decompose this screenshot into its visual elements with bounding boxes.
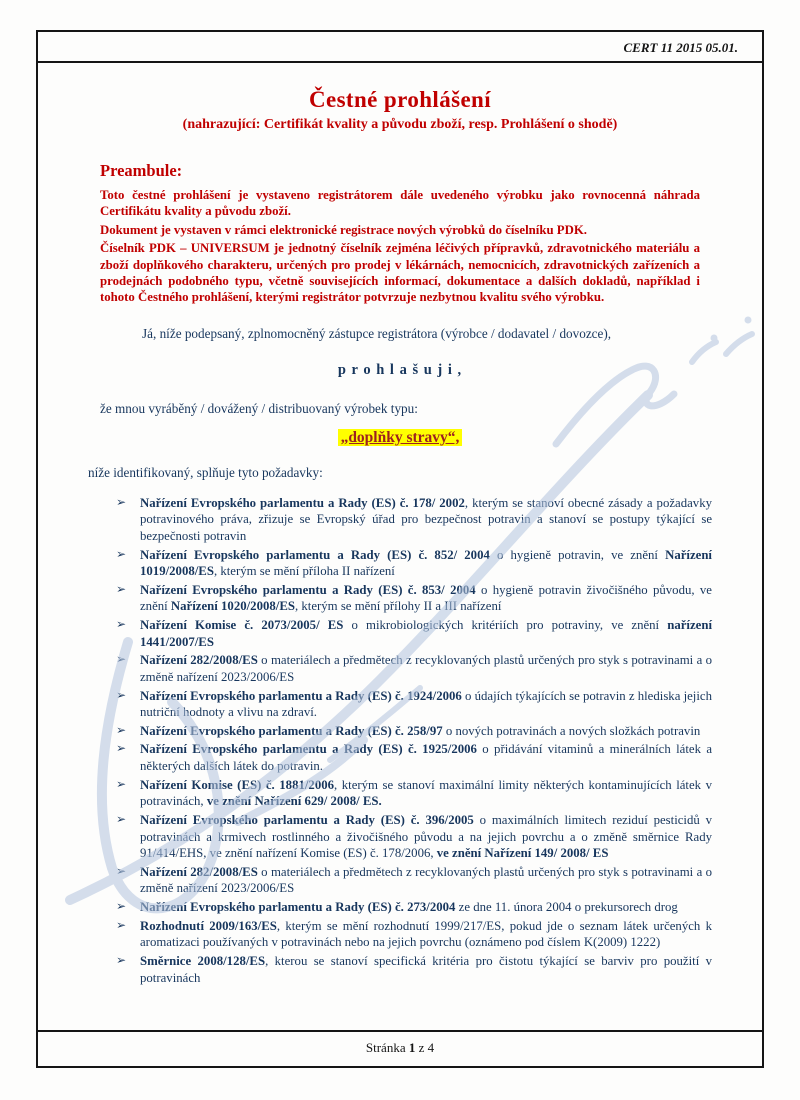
list-item-text: Nařízení Evropského parlamentu a Rady (ES) č. 396/2005 o maximálních limitech reziduí pesticidů v potravinách a krmivech rostlinného a živočišného původu a na jejich povrchu a o změně směrnice Rady 91/414/EHS, ve znění nařízení Komise (ES) č. 178/2006, ve znění Nařízení 149/ 2008/ ES (140, 812, 712, 861)
list-item-text: Nařízení Evropského parlamentu a Rady (ES) č. 1925/2006 o přidávání vitaminů a minerálních látek a některých dalších látek do potravin. (140, 742, 712, 773)
document-reference: CERT 11 2015 05.01. (623, 40, 738, 55)
preamble-paragraph: Dokument je vystaven v rámci elektronické registrace nových výrobků do číselníku PDK. (100, 222, 587, 237)
footer-divider (38, 1030, 762, 1032)
preamble-paragraph: Číselník PDK – UNIVERSUM je jednotný číselník zejména léčivých přípravků, zdravotnického materiálu a zboží doplňkového charakteru, určených pro prodej v lékárnách, nemocnicích, zdravotnických zařízeních a prodejnách podobného typu, včetně souvisejících informací, dokumentace a dalších dokladů, například i tohoto Čestného prohlášení, kterými registrátor potvrzuje nezbytnou kvalitu svého výrobku. (100, 241, 700, 305)
list-item (116, 741, 712, 774)
list-item-text: Nařízení Komise (ES) č. 1881/2006, kterým se stanoví maximální limity některých kontaminujících látek v potravinách, ve znění Nařízení 629/ 2008/ ES. (140, 777, 712, 809)
list-item-text: Nařízení 282/2008/ES o materiálech a předmětech z recyklovaných plastů určených pro styk s potravinami a o změně nařízení 2023/2006/ES (140, 653, 712, 684)
arrow-bullet-icon: ➢ (116, 494, 127, 509)
list-item-text: Nařízení Evropského parlamentu a Rady (ES) č. 1924/2006 o údajích týkajících se potravin z hlediska jejich nutriční hodnoty a vlivu na zdraví. (140, 688, 712, 720)
list-item (116, 777, 712, 810)
list-item (116, 918, 712, 951)
footer-label: Stránka (365, 1040, 409, 1055)
arrow-bullet-icon: ➢ (116, 952, 127, 967)
declaration-statement: p r o h l a š u j i , (337, 361, 463, 378)
preamble-paragraph: Toto čestné prohlášení je vystaveno registrátorem dále uvedeného výrobku jako rovnocenná náhrada Certifikátu kvality a původu zboží. (100, 188, 700, 219)
list-item (116, 617, 712, 650)
product-type-highlight: „doplňky stravy“, (338, 429, 463, 446)
arrow-bullet-icon: ➢ (116, 811, 127, 826)
product-type-row (60, 429, 740, 447)
arrow-bullet-icon: ➢ (116, 652, 127, 667)
product-type-lead: že mnou vyráběný / dovážený / distribuovaný výrobek typu: (100, 400, 418, 416)
list-item-text: Nařízení Evropského parlamentu a Rady (ES) č. 258/97 o nových potravinách a nových složkách potravin (140, 723, 701, 738)
arrow-bullet-icon: ➢ (116, 722, 127, 737)
list-item (116, 688, 712, 721)
arrow-bullet-icon: ➢ (116, 617, 127, 631)
list-item (116, 953, 712, 986)
arrow-bullet-icon: ➢ (116, 546, 127, 561)
list-item (116, 864, 712, 897)
list-item-text: Nařízení Evropského parlamentu a Rady (ES) č. 853/ 2004 o hygieně potravin živočišného původu, ve znění Nařízení 1020/2008/ES, kterým se mění přílohy II a III nařízení (140, 582, 712, 614)
list-item-text: Směrnice 2008/128/ES, kterou se stanoví specifická kritéria pro čistotu týkající se barviv pro použití v potravinách (140, 953, 713, 985)
preamble-section (60, 187, 740, 306)
arrow-bullet-icon: ➢ (116, 776, 127, 791)
arrow-bullet-icon: ➢ (116, 687, 127, 702)
preamble-heading: Preambule: (100, 161, 183, 180)
page-total: 4 (427, 1040, 435, 1055)
declaration-intro: Já, níže podepsaný, zplnomocněný zástupce registrátora (výrobce / dodavatel / dovozce), (142, 325, 612, 341)
page-number: 1 (408, 1040, 416, 1055)
list-item (116, 812, 712, 862)
list-item-text: Rozhodnutí 2009/163/ES, kterým se mění rozhodnutí 1999/217/ES, pokud jde o seznam látek určených k aromatizaci používaných v potravinách nebo na jejich povrchu (oznámeno pod číslem K(2009) 1222) (140, 918, 712, 950)
arrow-bullet-icon: ➢ (116, 581, 127, 596)
document-subtitle: (nahrazující: Certifikát kvality a původu zboží, resp. Prohlášení o shodě) (182, 117, 618, 132)
list-item (116, 582, 712, 615)
list-item-text: Nařízení Komise č. 2073/2005/ ES o mikrobiologických kritériích pro potraviny, ve znění nařízení 1441/2007/ES (140, 618, 713, 649)
list-item (116, 723, 712, 740)
page-border-frame (36, 30, 764, 1068)
arrow-bullet-icon: ➢ (116, 863, 127, 878)
header-divider (38, 61, 762, 63)
list-item-text: Nařízení Evropského parlamentu a Rady (ES) č. 178/ 2002, kterým se stanoví obecné zásady a požadavky potravinového práva, zřizuje se Evropský úřad pro bezpečnost potravin a stanoví se postupy týkající se bezpečnosti potravin (140, 495, 712, 543)
list-item (116, 547, 712, 580)
list-item (116, 899, 712, 916)
document-title: Čestné prohlášení (308, 87, 492, 112)
list-item-text: Nařízení 282/2008/ES o materiálech a předmětech z recyklovaných plastů určených pro styk s potravinami a o změně nařízení 2023/2006/ES (140, 864, 712, 896)
arrow-bullet-icon: ➢ (116, 917, 127, 932)
arrow-bullet-icon: ➢ (116, 899, 127, 913)
page-footer (38, 1040, 762, 1056)
footer-separator: z (415, 1040, 428, 1055)
list-item (116, 652, 712, 685)
arrow-bullet-icon: ➢ (116, 741, 127, 756)
list-item (116, 495, 712, 545)
list-item-text: Nařízení Evropského parlamentu a Rady (ES) č. 273/2004 ze dne 11. února 2004 o prekursorech drog (140, 900, 678, 914)
requirements-lead: níže identifikovaný, splňuje tyto požadavky: (88, 464, 323, 480)
list-item-text: Nařízení Evropského parlamentu a Rady (ES) č. 852/ 2004 o hygieně potravin, ve znění Nařízení 1019/2008/ES, kterým se mění příloha II nařízení (140, 547, 712, 579)
requirements-list (116, 495, 712, 987)
